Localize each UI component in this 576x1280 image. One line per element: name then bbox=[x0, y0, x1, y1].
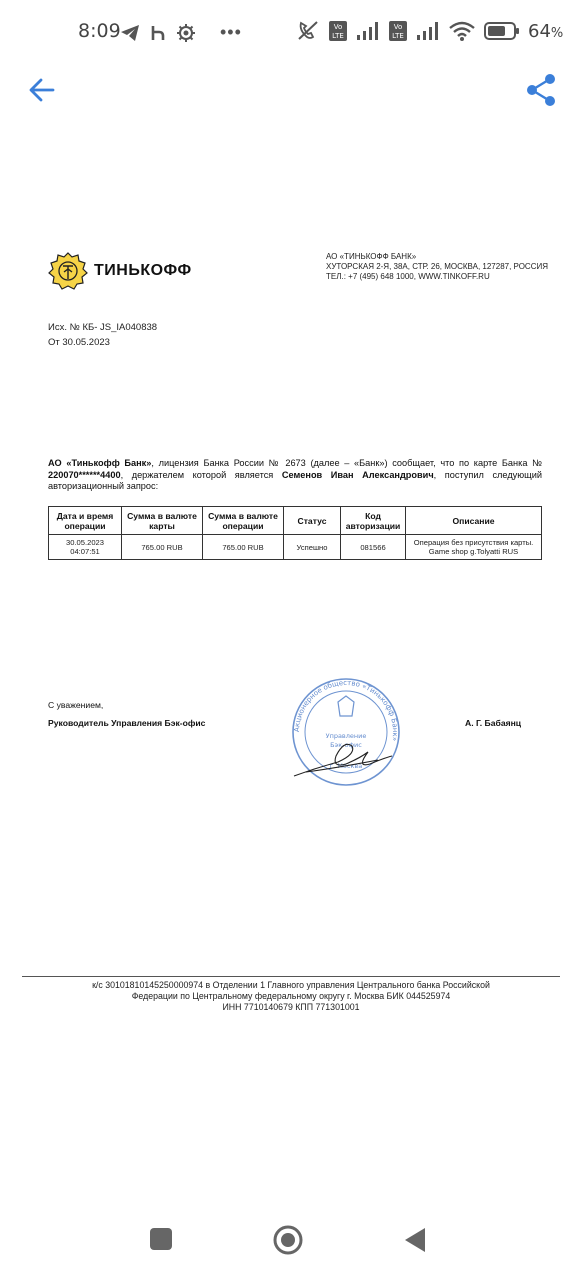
footer-line: Федерации по Центральному федеральному округу г. Москва БИК 044525974 bbox=[131, 991, 451, 1001]
regards-text: С уважением, bbox=[48, 700, 104, 710]
home-button[interactable] bbox=[272, 1224, 304, 1256]
column-header: Описание bbox=[406, 507, 542, 535]
table-cell: Операция без присутствия карты. Game shop g.Tolyatti RUS bbox=[406, 535, 542, 560]
svg-text:LTE: LTE bbox=[332, 32, 344, 40]
signer-name: А. Г. Бабаянц bbox=[465, 718, 522, 728]
stamp-inner-line: Бэк-офис bbox=[330, 741, 362, 749]
statement-paragraph bbox=[48, 458, 542, 493]
bank-stamp bbox=[286, 672, 406, 786]
table-header-row bbox=[49, 507, 542, 535]
status-time: 8:09 bbox=[78, 20, 121, 42]
brand-name: ТИНЬКОФФ bbox=[94, 262, 192, 279]
wifi-icon bbox=[448, 20, 476, 42]
recents-button[interactable] bbox=[148, 1226, 174, 1252]
svg-text:LTE: LTE bbox=[392, 32, 404, 40]
column-header: Дата и время операции bbox=[49, 507, 122, 535]
signal-icon bbox=[356, 21, 380, 41]
nav-back-triangle-icon bbox=[402, 1226, 428, 1254]
system-navbar bbox=[0, 1208, 576, 1280]
reference-number: Исх. № КБ- JS_IA040838 bbox=[48, 322, 158, 333]
card-holder: Семенов Иван Александрович bbox=[281, 469, 434, 480]
bank-info-line: АО «ТИНЬКОФФ БАНК» bbox=[326, 252, 417, 261]
reference-block bbox=[48, 320, 157, 350]
bank-info bbox=[326, 252, 548, 282]
share-icon bbox=[524, 72, 558, 108]
volte-sim2-icon bbox=[388, 20, 408, 42]
footer-line: к/с 30101810145250000974 в Отделении 1 Главного управления Центрального банка Российской bbox=[92, 980, 490, 990]
svg-text:Vo: Vo bbox=[333, 23, 343, 31]
paragraph-text: , лицензия Банка России № 2673 (далее – «Банк») сообщает, что по карте Банка № bbox=[151, 458, 542, 468]
footer-bank-details bbox=[22, 980, 560, 1013]
table-cell: 765.00 RUB bbox=[203, 535, 284, 560]
table-cell: 081566 bbox=[341, 535, 406, 560]
tinkoff-logo-icon bbox=[48, 252, 88, 290]
battery-percent bbox=[528, 21, 563, 42]
status-bar bbox=[0, 0, 576, 64]
signal-icon bbox=[416, 21, 440, 41]
status-icons-right bbox=[296, 20, 563, 42]
transaction-table bbox=[48, 506, 542, 560]
paragraph-text: , поступил следующий авторизационный запрос: bbox=[48, 469, 542, 491]
viewer-toolbar bbox=[0, 64, 576, 116]
handshake-icon bbox=[150, 24, 166, 42]
back-button[interactable] bbox=[26, 74, 58, 106]
bank-info-line: ТЕЛ.: +7 (495) 648 1000, WWW.TINKOFF.RU bbox=[326, 272, 490, 281]
table-row bbox=[49, 535, 542, 560]
column-header: Сумма в валюте карты bbox=[122, 507, 203, 535]
stamp-inner-line: Управление bbox=[325, 732, 367, 740]
back-arrow-icon bbox=[26, 74, 58, 106]
column-header: Сумма в валюте операции bbox=[203, 507, 284, 535]
signer-title: Руководитель Управления Бэк-офис bbox=[48, 718, 206, 728]
column-header: Статус bbox=[284, 507, 341, 535]
reference-date: От 30.05.2023 bbox=[48, 337, 110, 348]
table-cell: Успешно bbox=[284, 535, 341, 560]
paragraph-text: , держателем которой является bbox=[120, 469, 282, 480]
svg-text:Vo: Vo bbox=[393, 23, 403, 31]
table-cell: 30.05.2023 04:07:51 bbox=[49, 535, 122, 560]
column-header: Код авторизации bbox=[341, 507, 406, 535]
card-number: 220070******4400 bbox=[48, 469, 121, 480]
bank-name-bold: АО «Тинькофф Банк» bbox=[48, 458, 152, 468]
telegram-icon bbox=[120, 24, 140, 42]
status-icons-left bbox=[120, 22, 242, 43]
volte-sim1-icon bbox=[328, 20, 348, 42]
share-button[interactable] bbox=[524, 72, 558, 108]
footer-divider bbox=[22, 976, 560, 977]
battery-icon bbox=[484, 21, 520, 41]
battery-suffix: % bbox=[550, 25, 564, 41]
home-circle-icon bbox=[272, 1224, 304, 1256]
settings-gear-icon bbox=[176, 23, 196, 43]
call-muted-icon bbox=[296, 20, 320, 42]
recents-square-icon bbox=[148, 1226, 174, 1252]
more-icon: ••• bbox=[220, 22, 242, 42]
footer-line: ИНН 7710140679 КПП 771301001 bbox=[222, 1002, 360, 1012]
battery-value: 64 bbox=[528, 20, 551, 42]
nav-back-button[interactable] bbox=[402, 1226, 428, 1254]
table-cell: 765.00 RUB bbox=[122, 535, 203, 560]
stamp-inner-line: г. Москва bbox=[329, 762, 363, 770]
stamp-text: Акционерное общество «Тинькофф Банк» bbox=[292, 678, 400, 742]
bank-info-line: ХУТОРСКАЯ 2-Я, 38А, СТР. 26, МОСКВА, 127287, РОССИЯ bbox=[326, 262, 548, 271]
